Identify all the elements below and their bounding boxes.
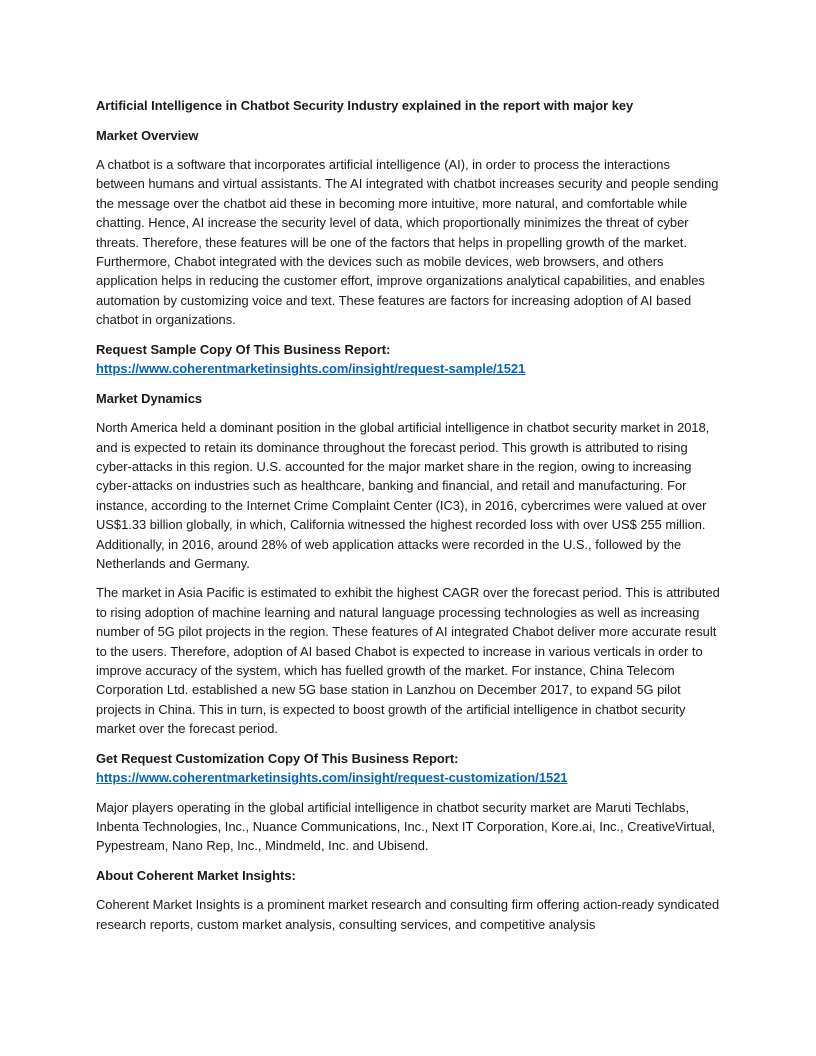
about-paragraph: Coherent Market Insights is a prominent market research and consulting firm offering action-ready syndicated research reports, custom market analysis, consulting services, and competitive analysis	[96, 897, 720, 932]
market-dynamics-paragraph-2: The market in Asia Pacific is estimated to exhibit the highest CAGR over the forecast period. This is attributed to rising adoption of machine learning and natural language processing technologies as well as increasing number of 5G pilot projects in the region. These features of AI integrated Chabot deliver more accurate result to the users. Therefore, adoption of AI based Chabot is expected to increase in various verticals in order to improve accuracy of the system, which has fuelled growth of the market. For instance, China Telecom Corporation Ltd. established a new 5G base station in Lanzhou on December 2017, to expand 5G pilot projects in China. This in turn, is expected to boost growth of the artificial intelligence in chatbot security market over the forecast period.	[96, 585, 720, 737]
document-page	[96, 92, 722, 944]
market-overview-heading: Market Overview	[96, 127, 199, 143]
market-dynamics-heading: Market Dynamics	[96, 390, 203, 406]
request-customization-block	[96, 749, 722, 788]
major-players-paragraph: Major players operating in the global artificial intelligence in chatbot security market are Maruti Techlabs, Inbenta Technologies, Inc., Nuance Communications, Inc., Next IT Corporation, Kore.ai, Inc., CreativeVirtual, Pypestream, Nano Rep, Inc., Mindmeld, Inc. and Ubisend.	[96, 799, 716, 854]
document-title: Artificial Intelligence in Chatbot Security Industry explained in the report with major key	[96, 98, 634, 113]
request-customization-label: Get Request Customization Copy Of This Business Report:	[96, 750, 459, 766]
market-dynamics-paragraph-1: North America held a dominant position in the global artificial intelligence in chatbot security market in 2018, and is expected to retain its dominance throughout the forecast period. This growth is attributed to rising cyber-attacks in this region. U.S. accounted for the major market share in the region, owing to increasing cyber-attacks on industries such as healthcare, banking and financial, and retail and manufacturing. For instance, according to the Internet Crime Complaint Center (IC3), in 2016, cybercrimes were valued at over US$1.33 billion globally, in which, California witnessed the highest recorded loss with over US$ 255 million. Additionally, in 2016, around 28% of web application attacks were recorded in the U.S., followed by the Netherlands and Germany.	[96, 420, 710, 571]
market-overview-paragraph: A chatbot is a software that incorporates artificial intelligence (AI), in order to process the interactions between humans and virtual assistants. The AI integrated with chatbot increases security and people sending the message over the chatbot aid these in becoming more intuitive, more natural, and comfortable while chatting. Hence, AI increase the security level of data, which proportionally minimizes the threat of cyber threats. Therefore, these features will be one of the factors that helps in propelling growth of the market. Furthermore, Chabot integrated with the devices such as mobile devices, web browsers, and others application helps in reducing the customer effort, improve organizations analytical capabilities, and enables automation by customizing voice and text. These features are factors for increasing adoption of AI based chatbot in organizations.	[96, 157, 719, 328]
request-sample-label: Request Sample Copy Of This Business Report:	[96, 341, 391, 357]
request-sample-block	[96, 340, 722, 379]
about-heading: About Coherent Market Insights:	[96, 867, 296, 883]
request-customization-link[interactable]: https://www.coherentmarketinsights.com/insight/request-customization/1521	[96, 770, 568, 786]
request-sample-link[interactable]: https://www.coherentmarketinsights.com/insight/request-sample/1521	[96, 361, 526, 377]
